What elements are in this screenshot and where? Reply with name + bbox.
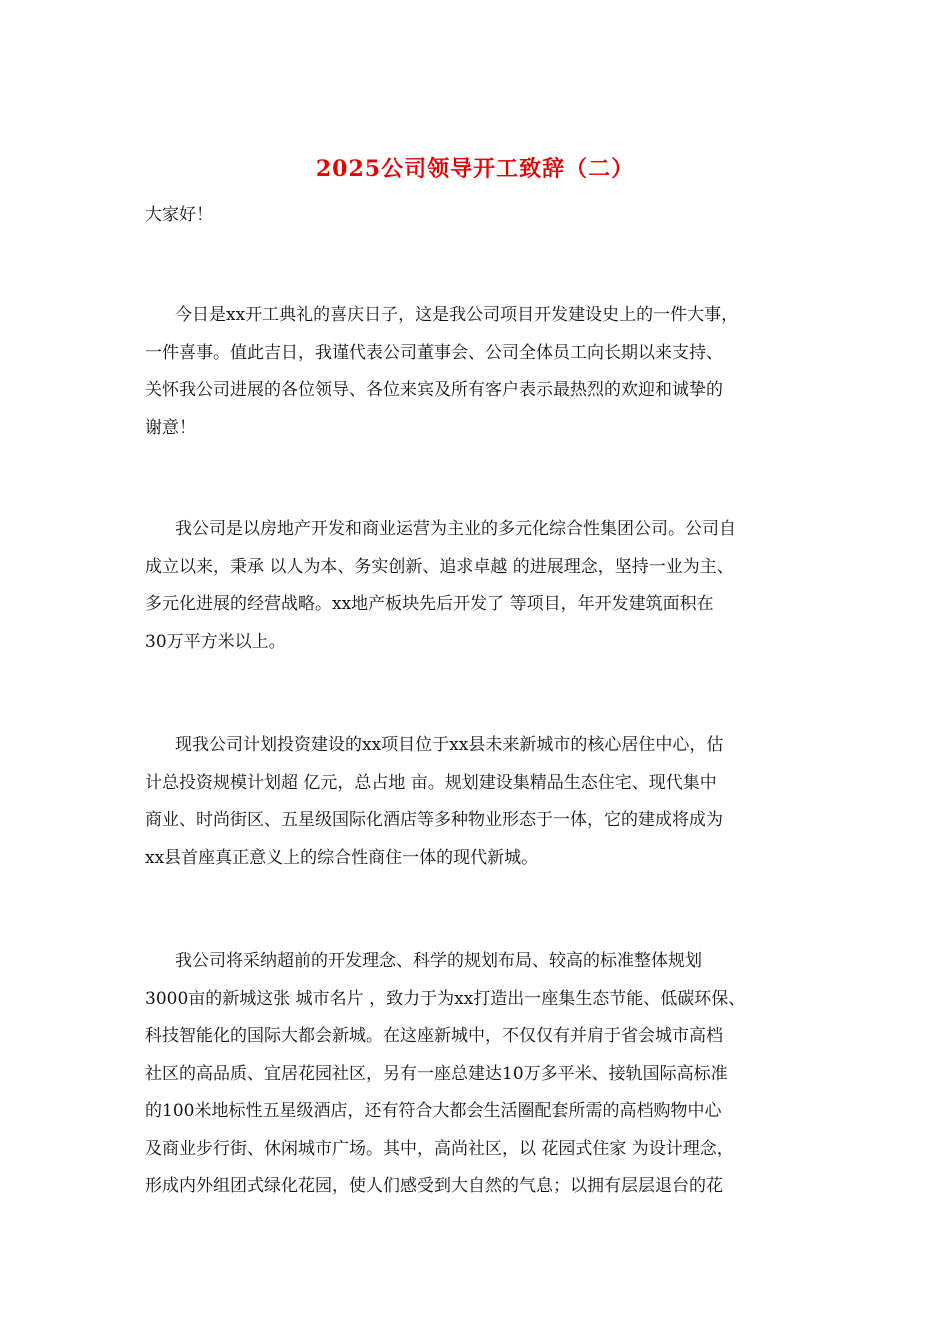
- paragraph-4: [145, 943, 825, 1206]
- paragraph-2: [145, 511, 825, 661]
- paragraph-line: 关怀我公司进展的各位领导、各位来宾及所有客户表示最热烈的欢迎和诚挚的: [145, 380, 723, 400]
- paragraph-3: [145, 727, 825, 877]
- paragraph-line: 30万平方米以上。: [145, 631, 286, 652]
- paragraph-line: 我公司是以房地产开发和商业运营为主业的多元化综合性集团公司。公司自: [175, 519, 736, 539]
- paragraph-line: 计总投资规模计划超 亿元，总占地 亩。规划建设集精品生态住宅、现代集中: [145, 772, 717, 793]
- paragraph-line: 今日是xx开工典礼的喜庆日子，这是我公司项目开发建设史上的一件大事，: [175, 305, 739, 325]
- paragraph-line: 的100米地标性五星级酒店，还有符合大都会生活圈配套所需的高档购物中心: [145, 1101, 722, 1121]
- paragraph-line: 社区的高品质、宜居花园社区，另有一座总建达10万多平米、接轨国际高标准: [145, 1063, 728, 1084]
- paragraph-line: 3000亩的新城这张 城市名片 ，致力于为xx打造出一座集生态节能、低碳环保、: [145, 988, 746, 1009]
- paragraph-line: 一件喜事。值此吉日，我谨代表公司董事会、公司全体员工向长期以来支持、: [145, 342, 723, 363]
- paragraph-line: 成立以来，秉承 以人为本、务实创新、追求卓越 的进展理念，坚持一业为主、: [145, 556, 734, 577]
- paragraph-line: 现我公司计划投资建设的xx项目位于xx县未来新城市的核心居住中心，估: [175, 735, 724, 755]
- paragraph-line: 多元化进展的经营战略。xx地产板块先后开发了 等项目，年开发建筑面积在: [145, 594, 714, 614]
- paragraph-line: 科技智能化的国际大都会新城。在这座新城中，不仅仅有并肩于省会城市高档: [145, 1026, 723, 1046]
- paragraph-line: 及商业步行街、休闲城市广场。其中，高尚社区，以 花园式住家 为设计理念，: [145, 1138, 734, 1159]
- paragraph-line: 我公司将采纳超前的开发理念、科学的规划布局、较高的标准整体规划: [175, 951, 702, 971]
- document-title: 2025公司领导开工致辞（二）: [315, 156, 635, 182]
- paragraph-1: [145, 297, 825, 447]
- greeting: 大家好！: [145, 205, 213, 225]
- paragraph-line: 商业、时尚街区、五星级国际化酒店等多种物业形态于一体，它的建成将成为: [145, 810, 723, 830]
- paragraph-line: xx县首座真正意义上的综合性商住一体的现代新城。: [145, 847, 539, 868]
- paragraph-line: 形成内外组团式绿化花园，使人们感受到大自然的气息；以拥有层层退台的花: [145, 1176, 723, 1196]
- paragraph-line: 谢意！: [145, 417, 196, 438]
